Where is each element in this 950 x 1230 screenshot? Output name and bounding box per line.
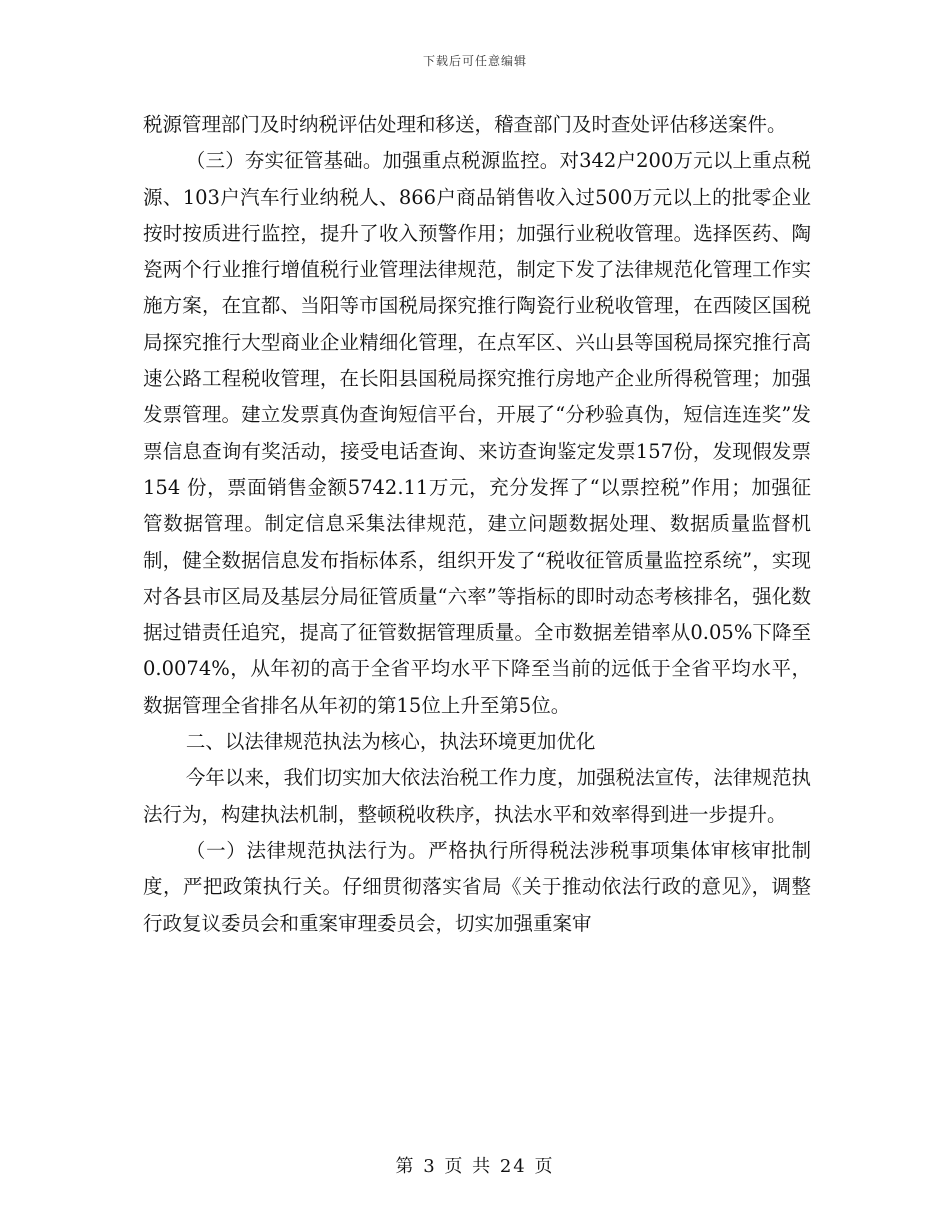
paragraph-subsection-1: （一）法律规范执法行为。严格执行所得税法涉税事项集体审核审批制度，严把政策执行关。仔细贯彻落实省局《关于推动依法行政的意见》，调整行政复议委员会和重案审理委员会，切实加强重案审 xyxy=(143,838,811,935)
document-body xyxy=(143,107,811,942)
paragraph-intro: 今年以来，我们切实加大依法治税工作力度，加强税法宣传，法律规范执法行为，构建执法机制，整顿税收秩序，执法水平和效率得到进一步提升。 xyxy=(143,766,811,826)
paragraph-continuation: 税源管理部门及时纳税评估处理和移送，稽查部门及时查处评估移送案件。 xyxy=(143,113,787,136)
section-heading-2: 二、以法律规范执法为核心，执法环境更加优化 xyxy=(185,730,596,754)
page-header: 下载后可任意编辑 xyxy=(422,54,527,68)
page-footer: 第 3 页 共 24 页 xyxy=(395,1156,555,1177)
paragraph-section-3: （三）夯实征管基础。加强重点税源监控。对342户200万元以上重点税源、103户汽车行业纳税人、866户商品销售收入过500万元以上的批零企业按时按质进行监控，提升了收入预警作用；加强行业税收管理。选择医药、陶瓷两个行业推行增值税行业管理法律规范，制定下发了法律规范化管理工作实施方案，在宜都、当阳等市国税局探究推行陶瓷行业税收管理，在西陵区国税局探究推行大型商业企业精细化管理，在点军区、兴山县等国税局探究推行高速公路工程税收管理，在长阳县国税局探究推行房地产企业所得税管理；加强发票管理。建立发票真伪查询短信平台，开展了“分秒验真伪，短信连连奖”发票信息查询有奖活动，接受电话查询、来访查询鉴定发票157份，发现假发票154 份，票面销售金额5742.11万元，充分发挥了“以票控税”作用；加强征管数据管理。制定信息采集法律规范，建立问题数据处理、数据质量监督机制，健全数据信息发布指标体系，组织开发了“税收征管质量监控系统”，实现对各县市区局及基层分局征管质量“六率”等指标的即时动态考核排名，强化数据过错责任追究，提高了征管数据管理质量。全市数据差错率从0.05%下降至0.0074%，从年初的高于全省平均水平下降至当前的远低于全省平均水平，数据管理全省排名从年初的第15位上升至第5位。 xyxy=(143,149,811,717)
